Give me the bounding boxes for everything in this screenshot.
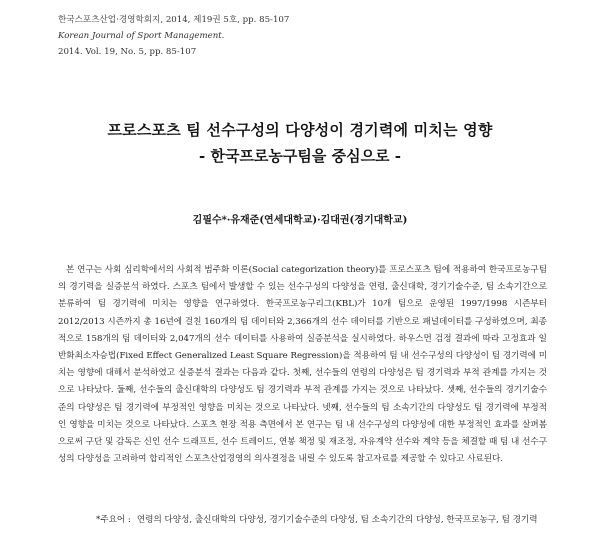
keywords-text: 연령의 다양성, 출신대학의 다양성, 경기기술수준의 다양성, 팀 소속기간의 다양성, 한국프로농구, 팀 경기력 (136, 515, 538, 525)
abstract-body: 본 연구는 사회 심리학에서의 사회적 범주화 이론(Social categorization theory)를 프로스포츠 팀에 적용하여 한국프로농구팀의 경기력을 실증분석 하였다. 스포츠 팀에서 발생할 수 있는 선수구성의 다양성을 연령, 출신대학, 경기기술수준, 팀 소속기간으로 분류하여 팀 경기력에 미치는 영향을 연구하였다. 한국프로농구리그(KBL)가 10개 팀으로 운영된 1997/1998 시즌부터 2012/2013 시즌까지 총 16년에 걸친 160개의 팀 데이터와 2,366개의 선수 데이터를 기반으로 패널데이터를 구성하였으며, 최종적으로 158개의 팀 데이터와 2,047개의 선수 데이터를 사용하여 실증분석을 실시하였다. 하우스먼 검정 결과에 따라 고정효과 일반화최소자승법(Fixed Effect Generalized Least Square Regression)을 적용하여 팀 내 선수구성의 다양성이 팀 경기력에 미치는 영향에 대해서 분석하였고 실증분석 결과는 다음과 같다. 첫째, 선수들의 연령의 다양성은 팀 경기력과 부적 관계를 가지는 것으로 나타났다. 둘째, 선수들의 출신대학의 다양성도 팀 경기력과 부적 관계를 가지는 것으로 나타났다. 셋째, 선수들의 경기기술수준의 다양성은 팀 경기력에 부정적인 영향을 미치는 것으로 나타났다. 넷째, 선수들의 팀 소속기간의 다양성도 팀 경기력에 부정적인 영향을 미치는 것으로 나타났다. 스포츠 현장 적용 측면에서 본 연구는 팀 내 선수구성의 다양성에 대한 부정적인 효과를 살펴봄으로써 구단 및 감독은 신인 선수 드래프트, 선수 트레이드, 연봉 책정 및 재조정, 자유계약 선수와 계약 등을 체결할 때 팀 내 선수구성의 다양성을 고려하여 합리적인 스포츠산업경영의 의사결정을 내릴 수 있도록 참고자료를 제공할 수 있다고 사료된다. (58, 265, 547, 465)
author-list: 김필수*·유재준(연세대학교)·김대권(경기대학교) (192, 215, 408, 226)
paper-subtitle: - 한국프로농구팀을 중심으로 - (199, 147, 401, 165)
keywords-label: *주요어 : (96, 515, 131, 525)
journal-name-korean: 한국스포츠산업·경영학회지, 2014, 제19권 5호, pp. 85-107 (58, 15, 290, 25)
journal-header (58, 12, 289, 60)
volume-info: 2014. Vol. 19, No. 5, pp. 85-107 (58, 47, 197, 57)
journal-name-english: Korean Journal of Sport Management. (58, 31, 225, 41)
keywords-line (96, 513, 538, 525)
paper-title: 프로스포츠 팀 선수구성의 다양성이 경기력에 미치는 영향 (107, 121, 493, 139)
